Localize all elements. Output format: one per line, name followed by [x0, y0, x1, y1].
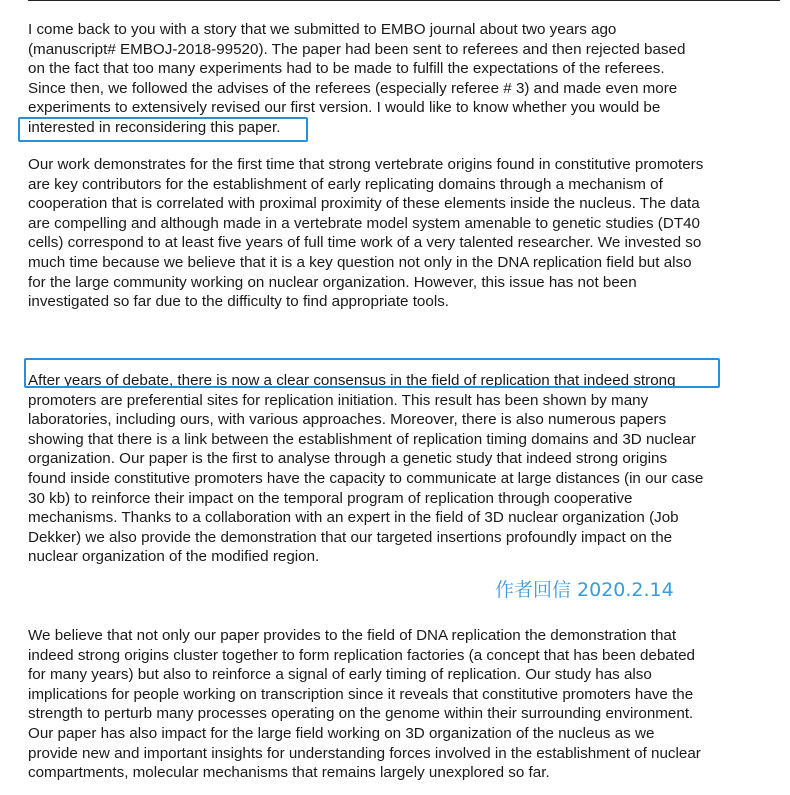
paragraph-1: I come back to you with a story that we submitted to EMBO journal about two years ago (manuscript# EMBOJ-2018-99520). The paper had been sent to referees and then rejected based on the fact that too many experiments had to be made to fulfill the expectations of the referees. Since then, we followed the advises of the referees (especially referee # 3) and made even more experiments to extensively revised our first version. I would like to know whether you would be interested in reconsidering this paper.: [28, 21, 686, 136]
author-reply-note: 作者回信 2020.2.14: [495, 579, 674, 601]
highlight-box-reconsider: [18, 117, 308, 142]
highlight-box-consensus: [24, 358, 720, 388]
paragraph-3: After years of debate, there is now a clear consensus in the field of replication that indeed strong promoters are preferential sites for replication initiation. This result has been shown by many laboratories, including ours, with various approaches. Moreover, there is also numerous papers showing that there is a link between the establishment of replication timing domains and 3D nuclear organization. Our paper is the first to analyse through a genetic study that indeed strong origins found inside constitutive promoters have the capacity to communicate at large distances (in our case 30 kb) to reinforce their impact on the temporal program of replication through cooperative mechanisms. Thanks to a collaboration with an expert in the field of 3D nuclear organization (Job Dekker) we also provide the demonstration that our targeted insertions profoundly impact on the nuclear organization of the modified region.: [28, 372, 704, 566]
paragraph-4: We believe that not only our paper provides to the field of DNA replication the demonstration that indeed strong origins cluster together to form replication factories (a concept that has been debated for many years) but also to reinforce a signal of early timing of replication. Our study has also implications for people working on transcription since it reveals that constitutive promoters have the strength to perturb many processes operating on the genome within their surrounding environment. Our paper has also impact for the large field working on 3D organization of the nucleus as we provide new and important insights for understanding forces involved in the establishment of nuclear compartments, molecular mechanisms that remains largely unexplored so far.: [28, 627, 701, 782]
paragraph-2: Our work demonstrates for the first time that strong vertebrate origins found in constitutive promoters are key contributors for the establishment of early replicating domains through a mechanism of cooperation that is correlated with proximal proximity of these elements inside the nucleus. The data are compelling and although made in a vertebrate model system amenable to genetic studies (DT40 cells) correspond to at least five years of full time work of a very talented researcher. We invested so much time because we believe that it is a key question not only in the DNA replication field but also for the large community working on nuclear organization. However, this issue has not been investigated so far due to the difficulty to find appropriate tools.: [28, 156, 704, 311]
top-rule-divider: [28, 0, 780, 1]
